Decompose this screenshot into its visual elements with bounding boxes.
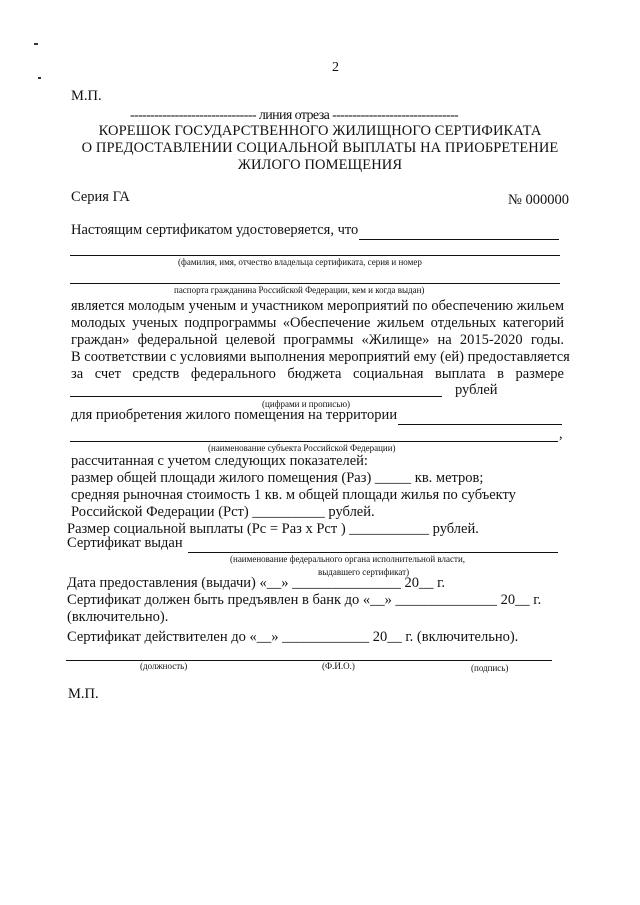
hint-full-name: (Ф.И.О.): [322, 661, 355, 671]
calc-line-4: Российской Федерации (Рст) __________ рублей.: [71, 504, 375, 520]
owner-fio-line[interactable]: [70, 255, 560, 256]
stamp-place-top: М.П.: [71, 88, 102, 104]
body-line-1: является молодым ученым и участником мероприятий по обеспечению жильем: [71, 298, 564, 314]
hint-signature: (подпись): [471, 663, 509, 673]
bank-deadline-line: Сертификат должен быть предъявлен в банк до «__» ______________ 20__ г.: [67, 592, 542, 608]
hint-passport: паспорта гражданина Российской Федерации, кем и когда выдан): [174, 285, 425, 295]
hint-authority-2: выдавшего сертификат): [318, 567, 410, 577]
territory-text: для приобретения жилого помещения на территории: [71, 407, 398, 423]
title-line-1: КОРЕШОК ГОСУДАРСТВЕННОГО ЖИЛИЩНОГО СЕРТИФИКАТА: [98, 123, 542, 139]
issue-date-line: Дата предоставления (выдачи) «__» _______________ 20__ г.: [67, 575, 446, 591]
body-line-2: молодых ученых подпрограммы «Обеспечение жильем отдельных категорий: [71, 315, 564, 331]
region-comma: ,: [559, 426, 563, 442]
body-line-3: граждан» федеральной целевой программы «Жилище» на 2015-2020 годы.: [71, 332, 564, 348]
body-line-5: за счет средств федерального бюджета социальная выплата в размере: [71, 366, 564, 382]
hint-authority-1: (наименование федерального органа исполнительной власти,: [230, 554, 466, 564]
region-field[interactable]: [70, 441, 558, 442]
page-number: 2: [332, 60, 339, 75]
certify-text: Настоящим сертификатом удостоверяется, что: [71, 222, 359, 238]
stamp-place-bottom: М.П.: [68, 686, 99, 702]
calc-line-2: размер общей площади жилого помещения (Раз) _____ кв. метров;: [71, 470, 484, 486]
scan-mark: [34, 43, 38, 45]
hint-position: (должность): [140, 661, 188, 671]
owner-name-field[interactable]: [359, 239, 559, 240]
passport-line[interactable]: [70, 283, 560, 284]
hint-fio: (фамилия, имя, отчество владельца сертификата, серия и номер: [178, 257, 422, 267]
issued-by-label: Сертификат выдан: [67, 535, 183, 551]
calc-line-1: рассчитанная с учетом следующих показателей:: [71, 453, 368, 469]
cut-line: ------------------------------- линия отреза -------------------------------: [130, 108, 459, 123]
signature-line[interactable]: [66, 660, 552, 661]
certificate-number: № 000000: [508, 192, 569, 208]
body-line-4: В соответствии с условиями выполнения мероприятий ему (ей) предоставляется: [71, 349, 570, 365]
title-line-3: ЖИЛОГО ПОМЕЩЕНИЯ: [237, 157, 403, 173]
territory-field[interactable]: [398, 424, 562, 425]
hint-amount: (цифрами и прописью): [262, 399, 351, 409]
scan-mark: [38, 77, 41, 79]
series-label: Серия ГА: [71, 189, 130, 205]
calc-line-5: Размер социальной выплаты (Рс = Раз х Рст ) ___________ рублей.: [67, 521, 479, 537]
bank-deadline-inclusive: (включительно).: [67, 609, 169, 625]
hint-region: (наименование субъекта Российской Федерации): [208, 443, 396, 453]
amount-rubles-word: рублей: [455, 382, 498, 398]
amount-field[interactable]: [70, 396, 442, 397]
validity-line: Сертификат действителен до «__» ____________ 20__ г. (включительно).: [67, 629, 519, 645]
calc-line-3: средняя рыночная стоимость 1 кв. м общей площади жилья по субъекту: [71, 487, 516, 503]
title-line-2: О ПРЕДОСТАВЛЕНИИ СОЦИАЛЬНОЙ ВЫПЛАТЫ НА ПРИОБРЕТЕНИЕ: [81, 140, 559, 156]
issued-by-field[interactable]: [188, 552, 558, 553]
